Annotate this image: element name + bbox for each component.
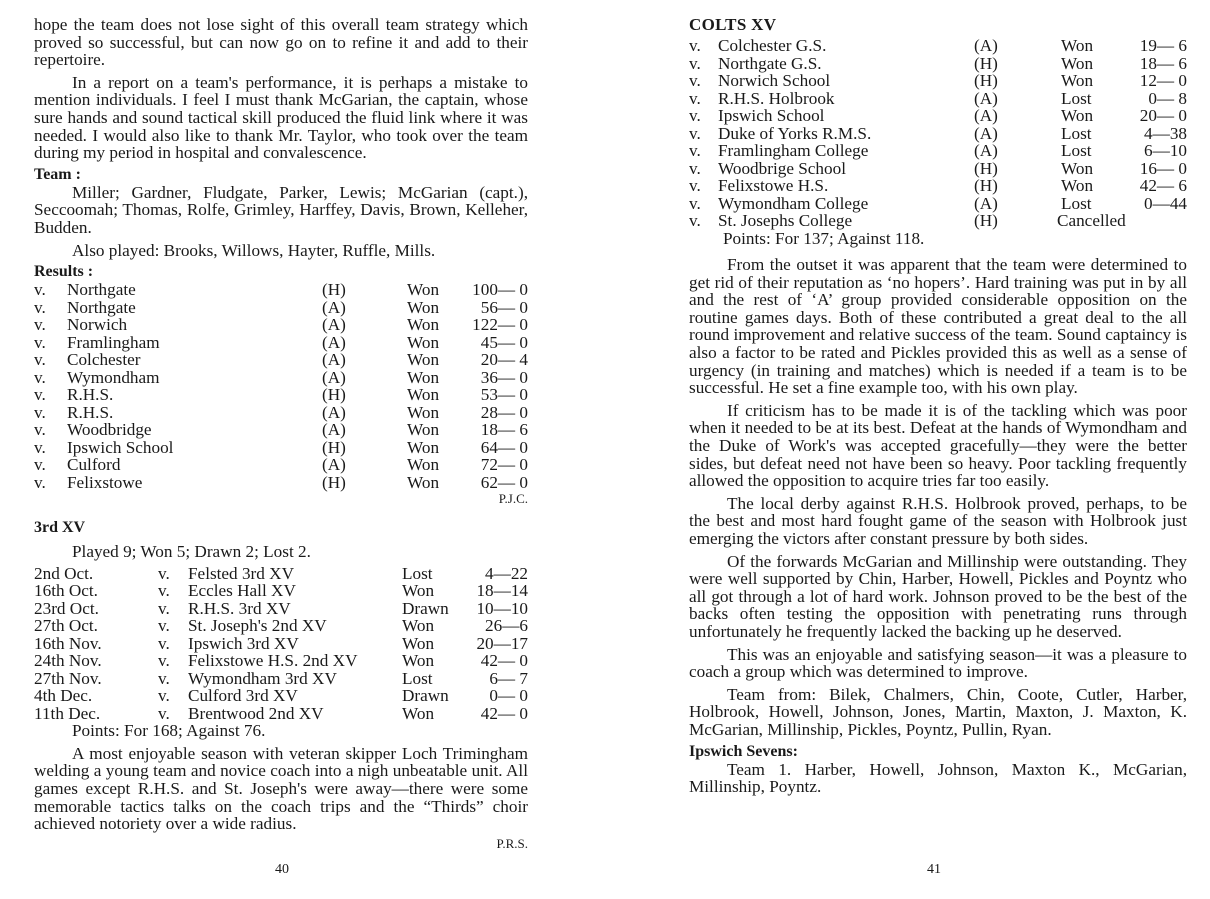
- score: 42— 6: [1139, 176, 1187, 195]
- opponent: Ipswich School: [67, 437, 174, 457]
- third-xv-report: A most enjoyable season with veteran skipper Loch Trimingham welding a young team and novice coach into a nigh unbeatable unit. All games except R.H.S. and St. Joseph's were away—there were some memorable tactics talks on the coach trips and the “Thirds” choir achieved notoriety over a wide radius.: [34, 743, 528, 834]
- versus: v.: [34, 455, 46, 475]
- venue: (A): [322, 402, 346, 422]
- venue: (H): [322, 385, 346, 405]
- venue: (A): [322, 420, 346, 440]
- opponent: Felixstowe: [67, 472, 143, 492]
- result: Won: [407, 420, 440, 440]
- results-row: [34, 351, 528, 369]
- results-table: [34, 281, 528, 491]
- opponent: Ipswich 3rd XV: [188, 633, 299, 653]
- versus: v.: [158, 668, 170, 688]
- fixture-row: [34, 617, 528, 635]
- score: 20— 0: [1139, 106, 1187, 125]
- opponent: R.H.S.: [67, 402, 114, 422]
- colts-heading: COLTS XV: [689, 15, 777, 34]
- sevens-team: Team 1. Harber, Howell, Johnson, Maxton K., McGarian, Millinship, Poyntz.: [689, 759, 1187, 797]
- opponent: Felixstowe H.S.: [718, 176, 829, 195]
- versus: v.: [34, 420, 46, 440]
- opponent: Eccles Hall XV: [188, 581, 296, 601]
- result: Lost: [1061, 193, 1092, 213]
- results-heading: Results :: [34, 263, 94, 281]
- result: Won: [1061, 158, 1094, 178]
- result: Won: [407, 315, 440, 335]
- score: 64— 0: [480, 437, 528, 457]
- opponent: Norwich: [67, 315, 128, 335]
- versus: v.: [689, 141, 701, 160]
- result: Won: [407, 402, 440, 422]
- versus: v.: [34, 385, 46, 405]
- score: 26—6: [485, 616, 528, 636]
- result: Won: [402, 616, 435, 636]
- score: 6—10: [1144, 141, 1187, 160]
- opponent: Woodbrige School: [718, 158, 846, 178]
- versus: v.: [689, 36, 701, 55]
- results-row: [34, 421, 528, 439]
- third-xv-points: Points: For 168; Against 76.: [72, 721, 266, 741]
- versus: v.: [34, 315, 46, 335]
- colts-row: [689, 212, 1187, 230]
- score: 18— 6: [1139, 53, 1187, 73]
- opponent: Felixstowe H.S. 2nd XV: [188, 651, 358, 671]
- score: 0—44: [1144, 193, 1187, 213]
- report-paragraph: Team from: Bilek, Chalmers, Chin, Coote, Cutler, Harber, Holbrook, Howell, Johnson, Jones, Martin, Maxton, J. Maxton, K. McGarian, Millinship, Pickles, Poyntz, Pullin, Ryan.: [689, 684, 1187, 739]
- page-number-left: 40: [275, 862, 289, 877]
- left-page: [34, 0, 528, 852]
- results-signature: P.J.C.: [498, 491, 528, 507]
- right-page: [689, 0, 1187, 796]
- result: Won: [407, 280, 440, 300]
- colts-points: Points: For 137; Against 118.: [723, 228, 925, 248]
- opponent: Felsted 3rd XV: [188, 563, 294, 583]
- report-paragraph: Of the forwards McGarian and Millinship were outstanding. They were well supported by Chin, Harber, Howell, Pickles and Poyntz who all got through a lot of hard work. Johnson proved to be the best of the backs often testing the opposition with penetrating runs through unfortunately he frequently lacked the backing up he deserved.: [689, 551, 1187, 641]
- score: 62— 0: [480, 472, 528, 492]
- versus: v.: [689, 88, 701, 108]
- third-xv-table: [34, 565, 528, 723]
- versus: v.: [158, 563, 170, 583]
- versus: v.: [158, 581, 170, 601]
- opponent: Northgate G.S.: [718, 53, 822, 73]
- result: Lost: [1061, 88, 1092, 108]
- score: 72— 0: [480, 455, 528, 475]
- venue: (A): [974, 88, 998, 108]
- score: 42— 0: [480, 651, 528, 671]
- venue: (A): [974, 141, 998, 160]
- score: 56— 0: [480, 297, 528, 317]
- versus: v.: [158, 703, 170, 723]
- opponent: Framlingham College: [718, 141, 869, 160]
- date: 24th Nov.: [34, 651, 102, 671]
- third-xv-signature: P.R.S.: [496, 835, 528, 851]
- versus: v.: [689, 123, 701, 143]
- score: 10—10: [476, 598, 528, 618]
- versus: v.: [34, 437, 46, 457]
- team-list: Miller; Gardner, Fludgate, Parker, Lewis; McGarian (capt.), Seccoomah; Thomas, Rolfe, Grimley, Harffey, Davis, Brown, Kelleher, Budden.: [34, 182, 528, 237]
- result: Won: [402, 633, 435, 653]
- versus: v.: [689, 211, 701, 230]
- venue: (H): [322, 437, 346, 457]
- result: Won: [1061, 106, 1094, 125]
- score: 4—38: [1144, 123, 1187, 143]
- opponent: Colchester: [67, 350, 141, 370]
- versus: v.: [158, 616, 170, 636]
- opponent: Wymondham: [67, 367, 160, 387]
- report-paragraph: If criticism has to be made it is of the tackling which was poor when it needed to be at its best. Defeat at the hands of Wymondham and the Duke of Work's was accepted gracefully—they were the better sides, but defeat need not have been so heavy. Poor tackling frequently allowed the opposition to acquire tries far too easily.: [689, 400, 1187, 491]
- results-row: [34, 404, 528, 422]
- result: Won: [407, 350, 440, 370]
- score: 16— 0: [1139, 158, 1187, 178]
- opponent: R.H.S. Holbrook: [718, 88, 835, 108]
- colts-results-table: [689, 37, 1187, 230]
- result: Cancelled: [1057, 211, 1126, 230]
- report-paragraph: From the outset it was apparent that the team were determined to get rid of their reputation as ‘no hopers’. Hard training was put in by all and the rest of ‘A’ group provided considerable opposition on the routine games days. Both of these contributed a great deal to the all round improvement and relative success of the team. Sound captaincy is also a factor to be rated and Pickles provided this as well as a sense of urgency (in training and matches) which is needed if a team is to be successful. He set a fine example too, with his own play.: [689, 255, 1187, 398]
- result: Lost: [1061, 141, 1092, 160]
- report-paragraph: The local derby against R.H.S. Holbrook proved, perhaps, to be the best and most hard fought game of the season with Holbrook just emerging the victors after constant pressure by both sides.: [689, 493, 1187, 548]
- opponent: St. Joseph's 2nd XV: [188, 616, 327, 636]
- colts-row: [689, 125, 1187, 143]
- fixture-row: [34, 652, 528, 670]
- score: 0— 0: [489, 686, 528, 706]
- versus: v.: [34, 472, 46, 492]
- opponent: Northgate: [67, 297, 136, 317]
- intro-paragraph: In a report on a team's performance, it is perhaps a mistake to mention individuals. I feel I must thank McGarian, the captain, whose sure hands and sound tactical skill produced the fluid link where it was needed. I would also like to thank Mr. Taylor, who took over the team during my period in hospital and convalescence.: [34, 72, 528, 163]
- score: 28— 0: [480, 402, 528, 422]
- opponent: Wymondham 3rd XV: [188, 668, 337, 688]
- results-row: [34, 386, 528, 404]
- colts-row: [689, 177, 1187, 195]
- result: Lost: [402, 668, 433, 688]
- opponent: Northgate: [67, 280, 136, 300]
- results-row: [34, 439, 528, 457]
- score: 18—14: [476, 581, 528, 601]
- date: 16th Nov.: [34, 633, 102, 653]
- opponent: Norwich School: [718, 71, 831, 90]
- colts-report: [689, 256, 1187, 738]
- opponent: St. Josephs College: [718, 211, 853, 230]
- date: 23rd Oct.: [34, 598, 99, 618]
- colts-row: [689, 142, 1187, 160]
- venue: (H): [322, 280, 346, 300]
- colts-row: [689, 90, 1187, 108]
- score: 53— 0: [480, 385, 528, 405]
- result: Won: [1061, 36, 1094, 55]
- result: Drawn: [402, 598, 449, 618]
- opponent: Ipswich School: [718, 106, 825, 125]
- venue: (A): [322, 297, 346, 317]
- score: 6— 7: [489, 668, 528, 688]
- fixture-row: [34, 670, 528, 688]
- score: 20— 4: [480, 350, 528, 370]
- result: Drawn: [402, 686, 449, 706]
- versus: v.: [689, 71, 701, 90]
- venue: (H): [974, 158, 998, 178]
- venue: (A): [322, 367, 346, 387]
- score: 0— 8: [1148, 88, 1187, 108]
- third-xv-summary: Played 9; Won 5; Drawn 2; Lost 2.: [72, 542, 311, 562]
- result: Won: [1061, 176, 1094, 195]
- versus: v.: [34, 280, 46, 300]
- score: 12— 0: [1139, 71, 1187, 90]
- result: Won: [407, 437, 440, 457]
- result: Won: [402, 581, 435, 601]
- page-number-right: 41: [927, 862, 941, 877]
- colts-row: [689, 107, 1187, 125]
- score: 18— 6: [480, 420, 528, 440]
- versus: v.: [158, 633, 170, 653]
- date: 2nd Oct.: [34, 563, 94, 583]
- venue: (A): [974, 36, 998, 55]
- versus: v.: [689, 193, 701, 213]
- venue: (H): [974, 71, 998, 90]
- team-heading: Team :: [34, 165, 81, 183]
- result: Won: [1061, 71, 1094, 90]
- result: Won: [407, 332, 440, 352]
- results-row: [34, 334, 528, 352]
- results-row: [34, 316, 528, 334]
- opponent: Culford: [67, 455, 121, 475]
- score: 122— 0: [472, 315, 528, 335]
- score: 45— 0: [480, 332, 528, 352]
- results-row: [34, 281, 528, 299]
- venue: (A): [974, 123, 998, 143]
- venue: (A): [322, 332, 346, 352]
- score: 100— 0: [472, 280, 528, 300]
- versus: v.: [34, 402, 46, 422]
- opponent: Wymondham College: [718, 193, 869, 213]
- result: Won: [402, 703, 435, 723]
- date: 27th Oct.: [34, 616, 98, 636]
- fixture-row: [34, 687, 528, 705]
- result: Won: [1061, 53, 1094, 73]
- results-row: [34, 474, 528, 492]
- score: 4—22: [485, 563, 528, 583]
- venue: (A): [322, 315, 346, 335]
- score: 20—17: [476, 633, 528, 653]
- versus: v.: [689, 106, 701, 125]
- results-row: [34, 299, 528, 317]
- fixture-row: [34, 705, 528, 723]
- score: 19— 6: [1139, 36, 1187, 55]
- date: 16th Oct.: [34, 581, 98, 601]
- score: 42— 0: [480, 703, 528, 723]
- result: Won: [407, 367, 440, 387]
- venue: (H): [974, 211, 998, 230]
- result: Won: [407, 472, 440, 492]
- result: Lost: [402, 563, 433, 583]
- venue: (H): [974, 176, 998, 195]
- result: Won: [407, 297, 440, 317]
- results-row: [34, 369, 528, 387]
- score: 36— 0: [480, 367, 528, 387]
- date: 11th Dec.: [34, 703, 101, 723]
- result: Won: [402, 651, 435, 671]
- results-row: [34, 456, 528, 474]
- report-paragraph: This was an enjoyable and satisfying season—it was a pleasure to coach a group which was determined to improve.: [689, 644, 1187, 682]
- result: Lost: [1061, 123, 1092, 143]
- also-played: Also played: Brooks, Willows, Hayter, Ruffle, Mills.: [72, 240, 436, 260]
- opponent: Colchester G.S.: [718, 36, 827, 55]
- colts-row: [689, 55, 1187, 73]
- third-xv-heading: 3rd XV: [34, 519, 86, 537]
- venue: (A): [974, 106, 998, 125]
- date: 27th Nov.: [34, 668, 102, 688]
- fixture-row: [34, 582, 528, 600]
- opponent: R.H.S.: [67, 385, 114, 405]
- versus: v.: [689, 53, 701, 73]
- date: 4th Dec.: [34, 686, 93, 706]
- versus: v.: [158, 598, 170, 618]
- versus: v.: [34, 332, 46, 352]
- opponent: Duke of Yorks R.M.S.: [718, 123, 872, 143]
- colts-row: [689, 195, 1187, 213]
- result: Won: [407, 385, 440, 405]
- colts-row: [689, 160, 1187, 178]
- colts-row: [689, 37, 1187, 55]
- versus: v.: [34, 367, 46, 387]
- versus: v.: [689, 158, 701, 178]
- versus: v.: [34, 350, 46, 370]
- venue: (A): [322, 350, 346, 370]
- result: Won: [407, 455, 440, 475]
- versus: v.: [158, 651, 170, 671]
- opponent: Woodbridge: [67, 420, 152, 440]
- colts-row: [689, 72, 1187, 90]
- venue: (H): [974, 53, 998, 73]
- fixture-row: [34, 565, 528, 583]
- opponent: Brentwood 2nd XV: [188, 703, 324, 723]
- venue: (H): [322, 472, 346, 492]
- fixture-row: [34, 600, 528, 618]
- versus: v.: [158, 686, 170, 706]
- versus: v.: [689, 176, 701, 195]
- sevens-heading: Ipswich Sevens:: [689, 742, 798, 760]
- intro-paragraph: hope the team does not lose sight of this overall team strategy which proved so successful, but can now go on to refine it and add to their repertoire.: [34, 15, 528, 70]
- opponent: Framlingham: [67, 332, 160, 352]
- versus: v.: [34, 297, 46, 317]
- opponent: R.H.S. 3rd XV: [188, 598, 291, 618]
- opponent: Culford 3rd XV: [188, 686, 298, 706]
- fixture-row: [34, 635, 528, 653]
- venue: (A): [974, 193, 998, 213]
- venue: (A): [322, 455, 346, 475]
